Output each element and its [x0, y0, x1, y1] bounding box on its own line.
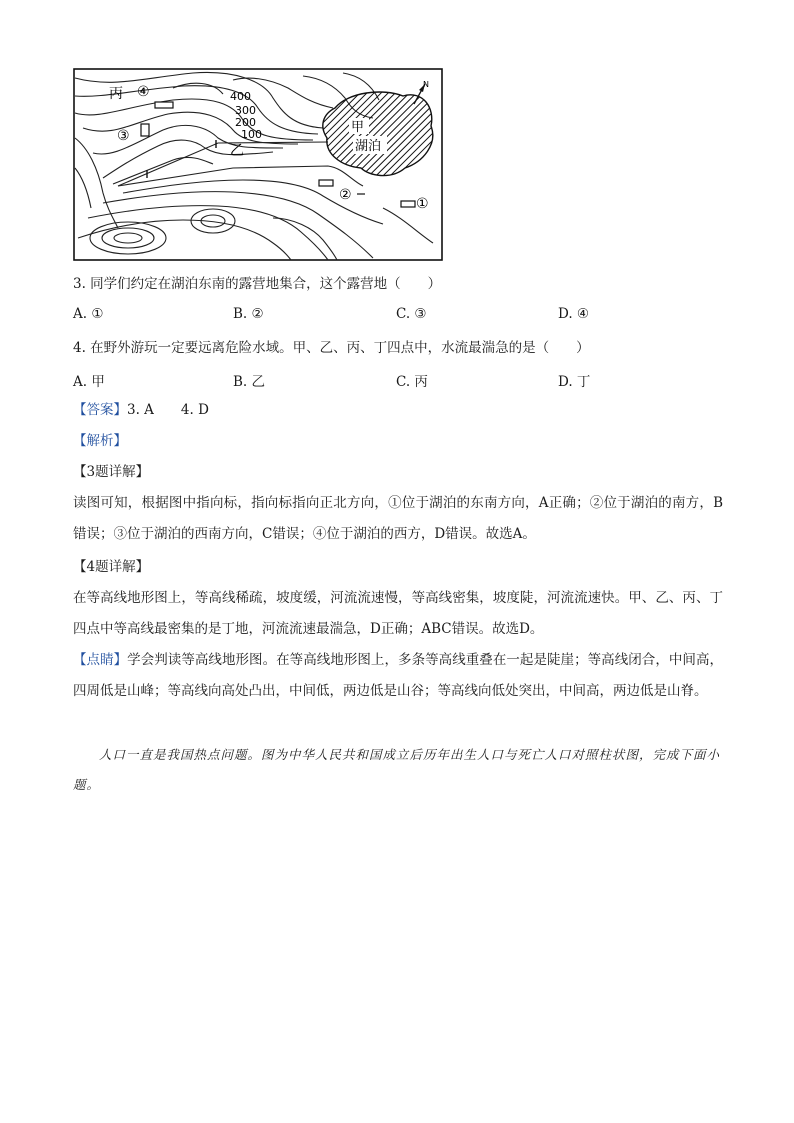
marker-4: ④ — [137, 84, 150, 100]
q3-option-d: D. ④ — [558, 306, 590, 322]
campsite-icon — [401, 201, 415, 207]
marker-2: ② — [339, 187, 352, 203]
contour-map-figure — [73, 68, 443, 261]
analysis-tag: 【解析】 — [73, 433, 127, 449]
q3-option-a: A. ① — [73, 306, 104, 322]
detail-4-tag: 【4题详解】 — [73, 559, 150, 575]
contour-label-400: 400 — [230, 90, 251, 103]
answer-text: 3. A 4. D — [127, 402, 209, 418]
comment-tag: 【点睛】 — [73, 652, 128, 668]
campsite-icon — [319, 180, 333, 186]
contour-label-100: 100 — [241, 128, 262, 141]
campsite-icon — [155, 102, 173, 108]
question-4-options — [73, 370, 733, 390]
question-4-stem: 4. 在野外游玩一定要远离危险水域。甲、乙、丙、丁四点中，水流最湍急的是（ ） — [73, 340, 590, 356]
label-bing: 丙 — [109, 86, 123, 102]
q4-option-b: B. 乙 — [233, 374, 266, 390]
q4-option-d: D. 丁 — [558, 374, 591, 390]
contour-label-300: 300 — [235, 104, 256, 117]
detail-3-text: 读图可知，根据图中指向标，指向标指向正北方向，①位于湖泊的东南方向，A正确；②位于湖泊的南方，B错误；③位于湖泊的西南方向，C错误；④位于湖泊的西方，D错误。故选A。 — [73, 495, 723, 542]
label-north: N — [423, 80, 429, 89]
question-3-stem: 3. 同学们约定在湖泊东南的露营地集合，这个露营地（ ） — [73, 276, 442, 292]
answer-line — [73, 400, 209, 420]
detail-3-tag: 【3题详解】 — [73, 464, 150, 480]
q4-option-a: A. 甲 — [73, 374, 105, 390]
comment-block — [73, 645, 723, 707]
answer-tag: 【答案】 — [73, 402, 127, 418]
marker-1: ① — [416, 196, 429, 212]
q3-option-c: C. ③ — [396, 306, 427, 322]
contour-label-200: 200 — [235, 116, 256, 129]
q3-option-b: B. ② — [233, 306, 264, 322]
q4-option-c: C. 丙 — [396, 374, 428, 390]
comment-text: 学会判读等高线地形图。在等高线地形图上，多条等高线重叠在一起是陡崖；等高线闭合，中间高，四周低是山峰；等高线向高处凸出，中间低，两边低是山谷；等高线向低处突出，中间高，两边低是山脊。 — [73, 652, 724, 699]
label-lake: 湖泊 — [355, 139, 382, 154]
label-jia: 甲 — [351, 120, 365, 135]
marker-3: ③ — [117, 128, 130, 144]
question-3-options — [73, 306, 733, 326]
campsite-icon — [141, 124, 149, 136]
detail-4-text: 在等高线地形图上，等高线稀疏，坡度缓，河流流速慢，等高线密集，坡度陡，河流流速快。甲、乙、丙、丁四点中等高线最密集的是丁地，河流流速最湍急，D正确；ABC错误。故选D。 — [73, 590, 723, 637]
next-section-intro: 人口一直是我国热点问题。图为中华人民共和国成立后历年出生人口与死亡人口对照柱状图，完成下面小题。 — [73, 747, 721, 792]
label-yi: 乙 — [230, 143, 244, 159]
